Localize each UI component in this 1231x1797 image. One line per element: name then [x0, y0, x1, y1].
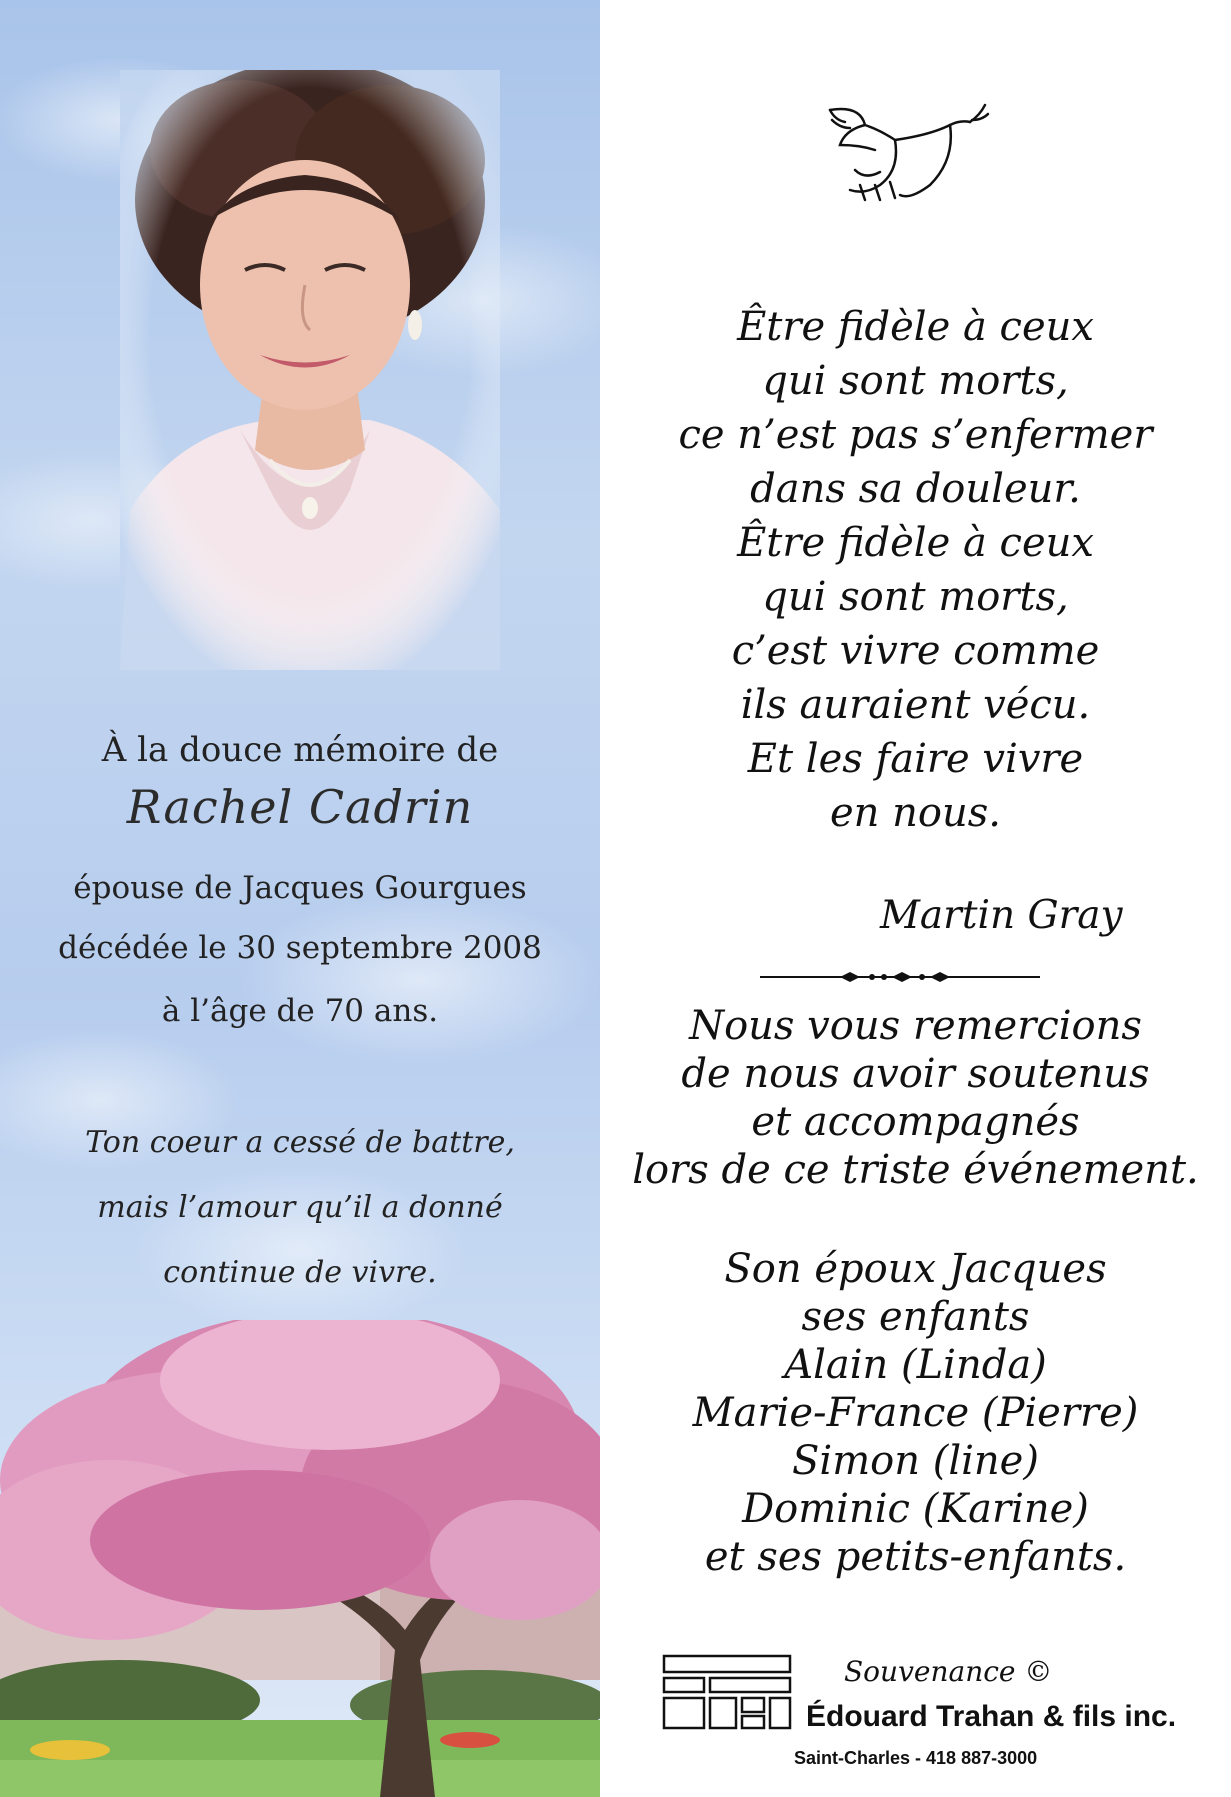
thanks-line: et accompagnés [751, 1099, 1080, 1145]
poem-line: qui sont morts, [762, 574, 1069, 620]
funeral-home-logo-icon [662, 1654, 792, 1734]
tribute-line: continue de vivre. [163, 1255, 437, 1290]
memorial-intro: À la douce mémoire de [101, 730, 499, 770]
dove-icon [820, 100, 990, 210]
thanks-line: lors de ce triste événement. [632, 1147, 1199, 1193]
deceased-name: Rachel Cadrin [126, 780, 474, 834]
poem-author: Martin Gray [880, 893, 1123, 938]
spouse-line: épouse de Jacques Gourgues [73, 870, 527, 906]
poem-line: ce n’est pas s’enfermer [678, 412, 1153, 458]
family-line: Dominic (Karine) [742, 1486, 1089, 1532]
brand-script: Souvenance © [844, 1655, 1053, 1688]
family-line: Alain (Linda) [784, 1342, 1047, 1388]
poem-line: qui sont morts, [762, 358, 1069, 404]
blossom-tree-image [0, 1320, 600, 1797]
family-list [600, 1245, 1231, 1581]
funeral-home-name: Édouard Trahan & fils inc. [806, 1700, 1177, 1733]
thanks-line: Nous vous remercions [689, 1003, 1142, 1049]
poem-line: Et les faire vivre [747, 736, 1084, 782]
thanks-line: de nous avoir soutenus [681, 1051, 1150, 1097]
poem-line: ils auraient vécu. [740, 682, 1091, 728]
family-line: Simon (line) [792, 1438, 1039, 1484]
poem [600, 300, 1231, 840]
family-line: Marie-France (Pierre) [692, 1390, 1139, 1436]
funeral-home-address: Saint-Charles - 418 887-3000 [794, 1748, 1038, 1768]
portrait-photo [120, 70, 500, 670]
death-date-line: décédée le 30 septembre 2008 [58, 930, 542, 966]
memorial-right-panel [600, 0, 1231, 1797]
poem-line: Être fidèle à ceux [737, 304, 1094, 350]
poem-line: Être fidèle à ceux [737, 520, 1094, 566]
poem-line: dans sa douleur. [750, 466, 1081, 512]
memorial-left-panel [0, 0, 600, 1797]
tribute-line: mais l’amour qu’il a donné [97, 1190, 503, 1225]
poem-line: c’est vivre comme [731, 628, 1100, 674]
tribute-line: Ton coeur a cessé de battre, [85, 1125, 515, 1160]
family-line: et ses petits-enfants. [704, 1534, 1127, 1580]
thanks-message [600, 1002, 1231, 1194]
ornament-divider [760, 965, 1040, 989]
family-line: ses enfants [801, 1294, 1030, 1340]
poem-line: en nous. [830, 790, 1001, 836]
age-line: à l’âge de 70 ans. [161, 993, 439, 1029]
family-line: Son époux Jacques [724, 1246, 1107, 1292]
